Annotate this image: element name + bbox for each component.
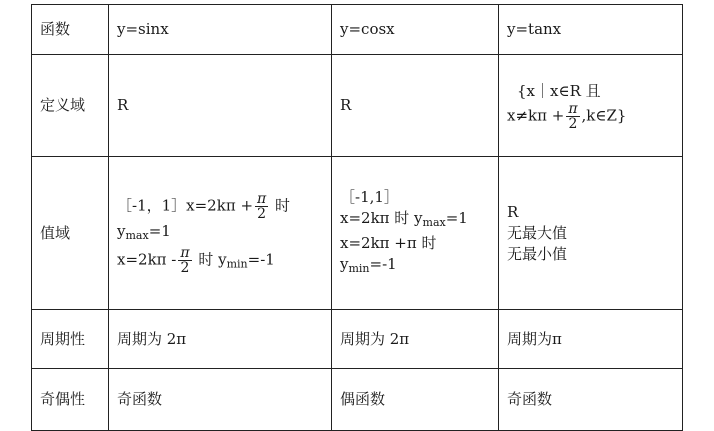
fraction-denominator: 2 (257, 205, 267, 222)
fraction-numerator: π (257, 190, 267, 207)
row-label-range: 值域 (32, 157, 109, 310)
ymax-subscript: max (125, 228, 149, 242)
parity-cos: 偶函数 (332, 369, 499, 431)
row-label-parity: 奇偶性 (32, 369, 109, 431)
ymin-value: =-1 (369, 255, 397, 273)
ymax-subscript: max (422, 216, 446, 229)
table-row-domain (32, 55, 683, 157)
range-tan (499, 157, 683, 310)
trig-function-properties-table (31, 4, 683, 431)
col-header-tan: y=tanx (499, 5, 683, 55)
ymax-value: =1 (148, 221, 171, 240)
range-cos-line2 (340, 208, 498, 233)
range-cos (332, 157, 499, 310)
domain-tan-suffix: ,k∈Z} (581, 106, 627, 124)
ymin-subscript: min (226, 257, 248, 270)
table-row-header (32, 5, 683, 55)
ymin-y: y (340, 255, 349, 273)
fraction-pi-over-2 (178, 246, 191, 275)
period-tan: 周期为π (499, 310, 683, 369)
ymin-subscript: min (348, 262, 370, 275)
range-sin-line3-prefix: x=2kπ - (117, 250, 177, 268)
row-label-period: 周期性 (32, 310, 109, 369)
parity-tan: 奇函数 (499, 369, 683, 431)
ymin-value: =-1 (247, 250, 275, 268)
domain-sin: R (109, 55, 332, 157)
range-tan-line3: 无最小值 (507, 244, 568, 263)
range-sin-line3 (117, 246, 331, 275)
fraction-pi-over-2 (255, 192, 268, 221)
range-cos-line1: ［-1,1］ (340, 188, 399, 206)
range-sin-line1-suffix: 时 (270, 196, 290, 214)
table-row-range (32, 157, 683, 310)
col-header-cos: y=cosx (332, 5, 499, 55)
ymax-y: y (117, 221, 126, 240)
range-cos-line2-prefix: x=2kπ 时 y (340, 209, 423, 227)
range-cos-line4 (340, 254, 498, 279)
period-cos: 周期为 2π (332, 310, 499, 369)
period-sin: 周期为 2π (109, 310, 332, 369)
row-label-domain: 定义域 (32, 55, 109, 157)
ymax-value: =1 (445, 209, 468, 227)
fraction-numerator: π (568, 100, 578, 117)
domain-tan-line1: {x｜x∈R 且 (517, 81, 601, 100)
range-sin-line1 (117, 192, 331, 221)
parity-sin: 奇函数 (109, 369, 332, 431)
fraction-denominator: 2 (180, 259, 190, 276)
domain-tan-line2 (507, 102, 682, 131)
domain-tan (499, 55, 683, 157)
row-label-function: 函数 (32, 5, 109, 55)
domain-cos: R (332, 55, 499, 157)
range-sin-line3-mid: 时 y (193, 250, 227, 268)
range-sin-ymax (117, 221, 331, 246)
domain-tan-prefix: x≠kπ + (507, 106, 565, 124)
range-sin-line1-prefix: ［-1，1］x=2kπ + (117, 196, 254, 214)
table-row-parity (32, 369, 683, 431)
col-header-sin: y=sinx (109, 5, 332, 55)
table-row-period (32, 310, 683, 369)
range-tan-line2: 无最大值 (507, 223, 568, 242)
fraction-pi-over-2 (566, 102, 579, 131)
range-cos-line3: x=2kπ +π 时 (340, 234, 437, 252)
range-sin (109, 157, 332, 310)
fraction-numerator: π (180, 244, 190, 261)
fraction-denominator: 2 (568, 115, 578, 132)
range-tan-line1: R (507, 202, 519, 221)
